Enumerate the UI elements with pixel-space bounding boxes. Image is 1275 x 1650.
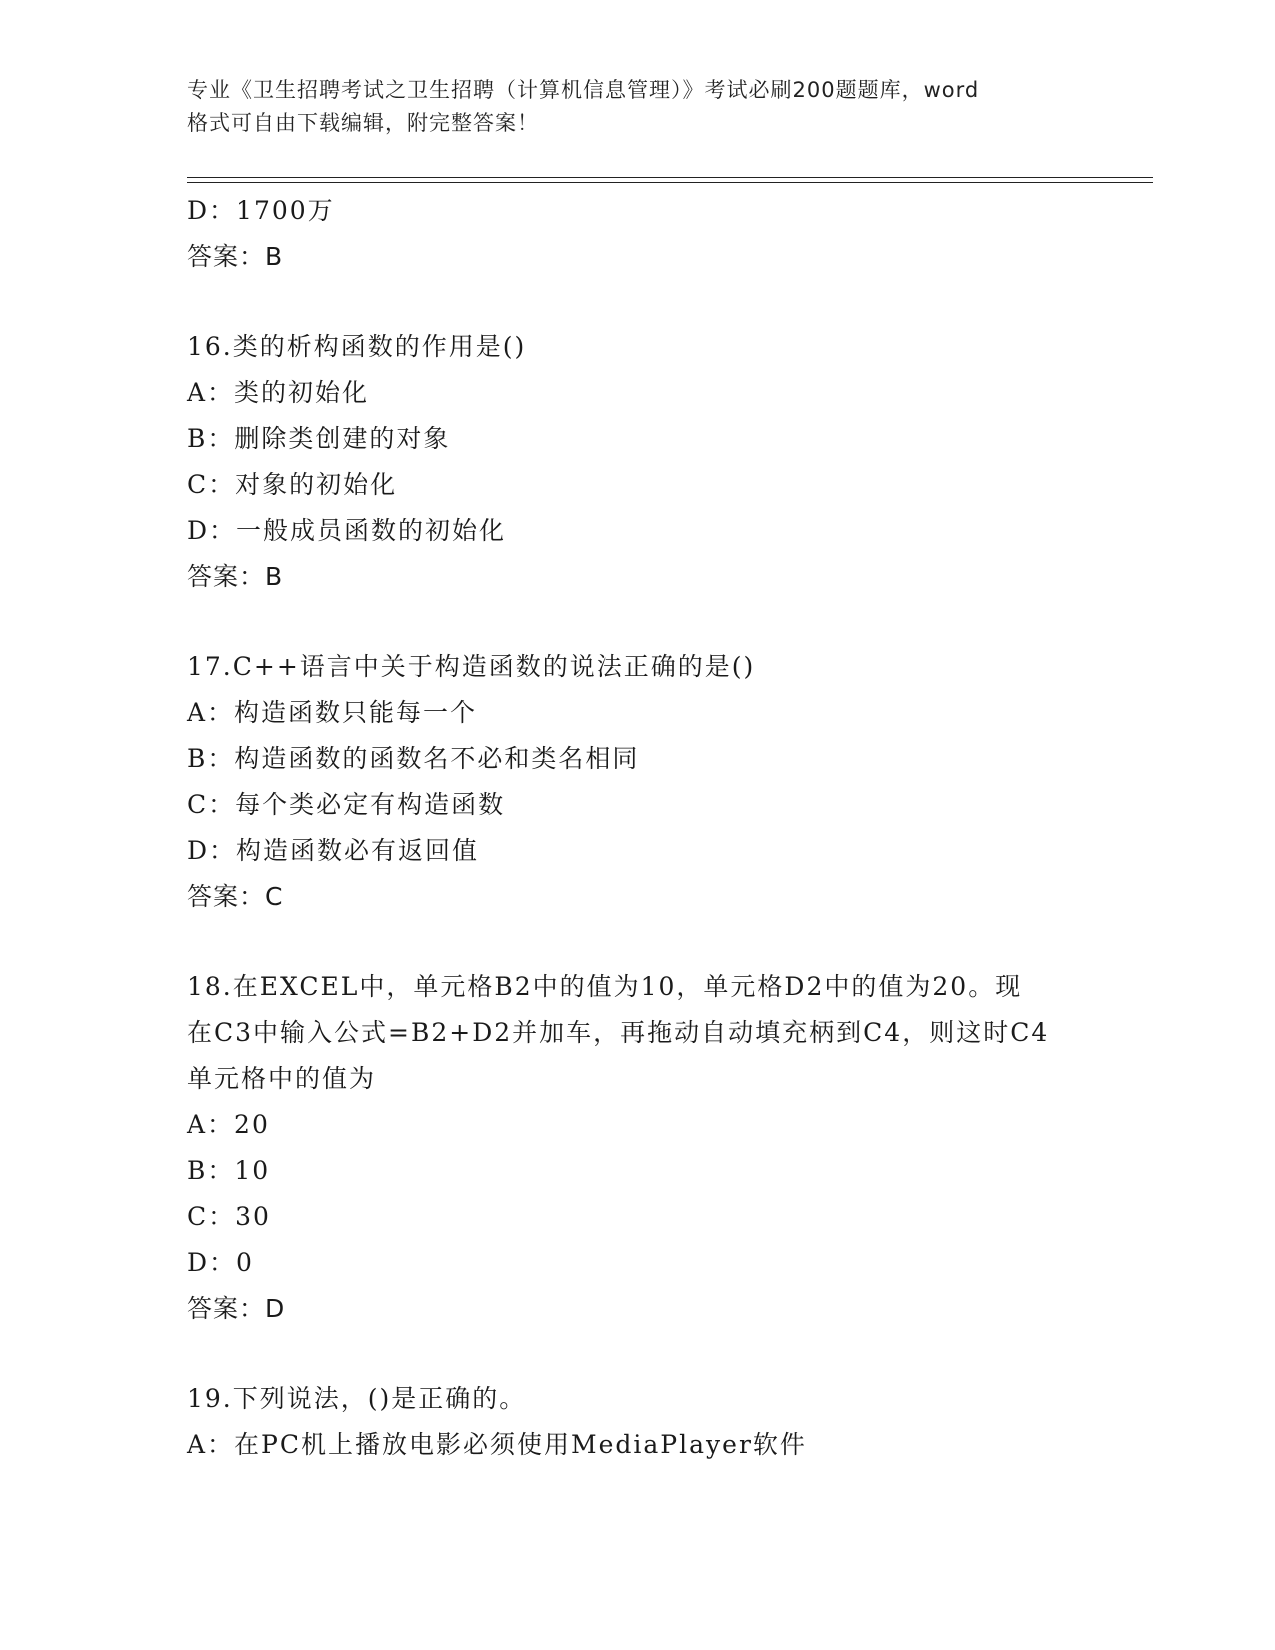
option-c: C：每个类必定有构造函数 [187, 790, 506, 819]
question-block-16 [187, 324, 1087, 600]
option-b: B：构造函数的函数名不必和类名相同 [187, 744, 640, 773]
option-c: C：30 [187, 1202, 271, 1231]
option-d: D：1700万 [187, 196, 335, 225]
answer: 答案：B [187, 562, 284, 591]
header-divider-top [187, 177, 1153, 178]
option-b: B：删除类创建的对象 [187, 424, 451, 453]
question-block-19 [187, 1376, 1087, 1468]
header-line-2: 格式可自由下载编辑，附完整答案！ [187, 111, 539, 135]
question-block-18 [187, 964, 1087, 1332]
answer: 答案：D [187, 1294, 286, 1323]
question-text-line-2: 在C3中输入公式=B2+D2并加车，再拖动自动填充柄到C4，则这时C4 [187, 1018, 1050, 1047]
header-divider-bottom [187, 182, 1153, 183]
question-text: 19.下列说法，()是正确的。 [187, 1384, 527, 1413]
option-a: A：20 [187, 1110, 270, 1139]
question-block-17 [187, 644, 1087, 920]
question-text-line-3: 单元格中的值为 [187, 1064, 377, 1093]
question-text-line-1: 18.在EXCEL中，单元格B2中的值为10，单元格D2中的值为20。现 [187, 972, 1023, 1001]
option-a: A：在PC机上播放电影必须使用MediaPlayer软件 [187, 1430, 807, 1459]
option-d: D：构造函数必有返回值 [187, 836, 480, 865]
question-block-15 [187, 188, 1087, 280]
answer: 答案：C [187, 882, 284, 911]
option-d: D：0 [187, 1248, 254, 1277]
option-a: A：构造函数只能每一个 [187, 698, 478, 727]
question-list [187, 188, 1087, 1468]
answer: 答案：B [187, 242, 284, 271]
question-text: 17.C++语言中关于构造函数的说法正确的是() [187, 652, 756, 681]
header-line-1: 专业《卫生招聘考试之卫生招聘（计算机信息管理）》考试必刷200题题库，word [187, 78, 980, 102]
option-c: C：对象的初始化 [187, 470, 398, 499]
document-header [187, 74, 1087, 140]
question-text: 16.类的析构函数的作用是() [187, 332, 527, 361]
option-a: A：类的初始化 [187, 378, 370, 407]
option-b: B：10 [187, 1156, 271, 1185]
option-d: D：一般成员函数的初始化 [187, 516, 507, 545]
